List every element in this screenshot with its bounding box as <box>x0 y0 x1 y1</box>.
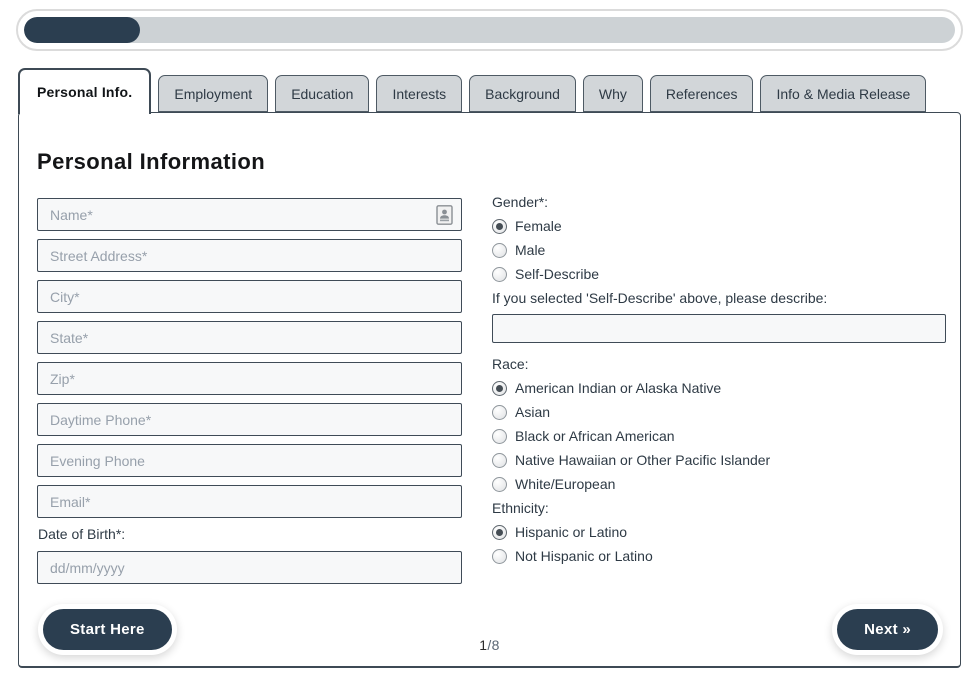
tab-education[interactable]: Education <box>275 75 369 112</box>
pager-total: 8 <box>491 637 500 653</box>
radio-label: Native Hawaiian or Other Pacific Islander <box>515 452 771 468</box>
dob-input[interactable] <box>37 551 462 584</box>
name-input[interactable] <box>37 198 462 231</box>
radio-label: Not Hispanic or Latino <box>515 548 653 564</box>
page-indicator <box>19 637 960 653</box>
radio-button[interactable] <box>492 525 507 540</box>
tab-info-media-release[interactable]: Info & Media Release <box>760 75 926 112</box>
email-input[interactable] <box>37 485 462 518</box>
radio-option-not-hispanic <box>492 548 946 564</box>
radio-label: White/European <box>515 476 616 492</box>
tab-references[interactable]: References <box>650 75 754 112</box>
radio-option-black-african-american <box>492 428 946 444</box>
radio-button[interactable] <box>492 243 507 258</box>
pager-current: 1 <box>479 637 488 653</box>
radio-option-hispanic <box>492 524 946 540</box>
demographics-column <box>492 194 946 572</box>
next-button[interactable]: Next » <box>837 609 938 650</box>
tab-employment[interactable]: Employment <box>158 75 268 112</box>
progress-bar <box>16 9 963 51</box>
street-address-input[interactable] <box>37 239 462 272</box>
radio-button[interactable] <box>492 477 507 492</box>
self-describe-label: If you selected 'Self-Describe' above, please describe: <box>492 290 828 306</box>
radio-button[interactable] <box>492 429 507 444</box>
radio-option-american-indian <box>492 380 946 396</box>
radio-label: Female <box>515 218 562 234</box>
radio-button[interactable] <box>492 381 507 396</box>
radio-option-native-hawaiian <box>492 452 946 468</box>
pager-separator: / <box>487 637 492 653</box>
radio-button[interactable] <box>492 549 507 564</box>
state-input[interactable] <box>37 321 462 354</box>
radio-label: Black or African American <box>515 428 675 444</box>
page-title: Personal Information <box>37 149 266 174</box>
radio-label: Asian <box>515 404 551 420</box>
radio-option-female <box>492 218 946 234</box>
radio-button[interactable] <box>492 267 507 282</box>
daytime-phone-input[interactable] <box>37 403 462 436</box>
radio-label: Hispanic or Latino <box>515 524 628 540</box>
tab-background[interactable]: Background <box>469 75 576 112</box>
ethnicity-label: Ethnicity: <box>492 500 549 516</box>
radio-label: Male <box>515 242 546 258</box>
radio-button[interactable] <box>492 219 507 234</box>
zip-input[interactable] <box>37 362 462 395</box>
evening-phone-input[interactable] <box>37 444 462 477</box>
gender-label: Gender*: <box>492 194 549 210</box>
tab-interests[interactable]: Interests <box>376 75 462 112</box>
dob-label: Date of Birth*: <box>38 526 126 542</box>
tab-why[interactable]: Why <box>583 75 643 112</box>
radio-option-self-describe <box>492 266 946 282</box>
contact-fields-column <box>37 198 462 592</box>
city-input[interactable] <box>37 280 462 313</box>
radio-option-male <box>492 242 946 258</box>
radio-button[interactable] <box>492 453 507 468</box>
start-here-button[interactable]: Start Here <box>43 609 172 650</box>
self-describe-input[interactable] <box>492 314 946 343</box>
tab-bar <box>18 66 962 112</box>
radio-label: American Indian or Alaska Native <box>515 380 722 396</box>
autofill-contact-icon[interactable] <box>436 205 453 225</box>
race-label: Race: <box>492 356 529 372</box>
radio-option-white-european <box>492 476 946 492</box>
radio-option-asian <box>492 404 946 420</box>
tab-personal-info[interactable]: Personal Info. <box>18 68 151 114</box>
form-panel <box>18 112 961 668</box>
progress-track <box>24 17 955 43</box>
radio-label: Self-Describe <box>515 266 600 282</box>
radio-button[interactable] <box>492 405 507 420</box>
name-field-wrap <box>37 198 462 231</box>
progress-fill <box>24 17 140 43</box>
